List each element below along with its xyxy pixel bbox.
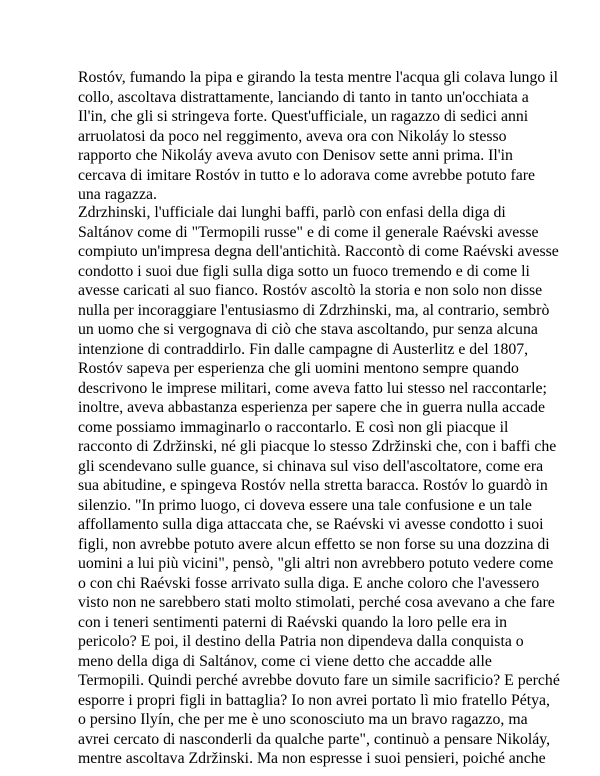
text-line: sua abitudine, e spingeva Rostóv nella stretta baracca. Rostóv lo guardò in (78, 477, 548, 494)
text-line: silenzio. "In primo luogo, ci doveva essere una tale confusione e un tale (78, 496, 532, 514)
text-line: un uomo che si vergognava di ciò che stava ascoltando, pur senza alcuna (78, 321, 538, 338)
text-line: avesse caricati al suo fianco. Rostóv ascoltò la storia e non solo non disse (78, 282, 543, 299)
text-line: rapporto che Nikoláy aveva avuto con Denisov sette anni prima. Il'in (78, 147, 513, 164)
text-line: affollamento sulla diga attaccata che, se Raévski vi avesse condotto i suoi (78, 516, 544, 533)
paragraph-2 (78, 203, 560, 769)
text-line: come possiamo immaginarlo o raccontarlo. E così non gli piacque il (78, 418, 509, 436)
text-line: condotto i suoi due figli sulla diga sotto un fuoco tremendo e di come li (78, 262, 530, 280)
text-line: pericolo? E poi, il destino della Patria non dipendeva dalla conquista o (78, 633, 524, 650)
text-line: Rostóv sapeva per esperienza che gli uomini mentono sempre quando (78, 360, 519, 377)
text-line: Termopili. Quindi perché avrebbe dovuto fare un simile sacrificio? E perché (78, 672, 560, 689)
text-line: Zdrzhinski, l'ufficiale dai lunghi baffi, parlò con enfasi della diga di (78, 204, 506, 221)
text-line: Saltánov come di "Termopili russe" e di come il generale Raévski avesse (78, 223, 539, 241)
text-line: mentre ascoltava Zdržinski. Ma non espresse i suoi pensieri, poiché anche (78, 750, 546, 767)
paragraph-1 (78, 68, 558, 205)
text-line: visto non ne sarebbero stati molto stimolati, perché cosa avevano a che fare (78, 594, 555, 611)
text-line: Il'in, che gli si stringeva forte. Quest'ufficiale, un ragazzo di sedici anni (78, 108, 529, 125)
text-line: Rostóv, fumando la pipa e girando la testa mentre l'acqua gli colava lungo il (78, 69, 558, 86)
text-line: inoltre, aveva abbastanza esperienza per sapere che in guerra nulla accade (78, 399, 546, 416)
text-line: una ragazza. (78, 186, 157, 203)
text-line: collo, ascoltava distrattamente, lanciando di tanto in tanto un'occhiata a (78, 88, 529, 106)
text-line: o con chi Raévski fosse arrivato sulla diga. E anche coloro che l'avessero (78, 574, 540, 592)
text-line: arruolatosi da poco nel reggimento, aveva ora con Nikoláy lo stesso (78, 127, 507, 145)
text-line: con i teneri sentimenti paterni di Raévski quando la loro pelle era in (78, 613, 508, 631)
text-line: esporre i propri figli in battaglia? Io non avrei portato lì mio fratello Pétya, (78, 691, 551, 709)
text-line: cercava di imitare Rostóv in tutto e lo adorava come avrebbe potuto fare (78, 166, 536, 184)
text-line: compiuto un'impresa degna dell'antichità. Raccontò di come Raévski avesse (78, 243, 559, 260)
text-line: racconto di Zdržinski, né gli piacque lo stesso Zdržinski che, con i baffi che (78, 438, 557, 455)
text-line: o persino Ilyín, che per me è uno sconosciuto ma un bravo ragazzo, ma (78, 711, 528, 728)
text-line: descrivono le imprese militari, come aveva fatto lui stesso nel raccontarle; (78, 379, 547, 397)
text-line: figli, non avrebbe potuto avere alcun effetto se non forse su una dozzina di (78, 535, 550, 553)
text-line: nulla per incoraggiare l'entusiasmo di Zdrzhinski, ma, al contrario, sembrò (78, 301, 550, 319)
text-line: uomini a lui più vicini", pensò, "gli altri non avrebbero potuto vedere come (78, 555, 554, 572)
text-line: intenzione di contraddirlo. Fin dalle campagne di Austerlitz e del 1807, (78, 340, 529, 358)
text-line: avrei cercato di nasconderli da qualche parte", continuò a pensare Nikoláy, (78, 730, 551, 748)
text-line: meno della diga di Saltánov, come ci viene detto che accadde alle (78, 652, 492, 670)
text-line: gli scendevano sulle guance, si chinava sul viso dell'ascoltatore, come era (78, 457, 544, 475)
